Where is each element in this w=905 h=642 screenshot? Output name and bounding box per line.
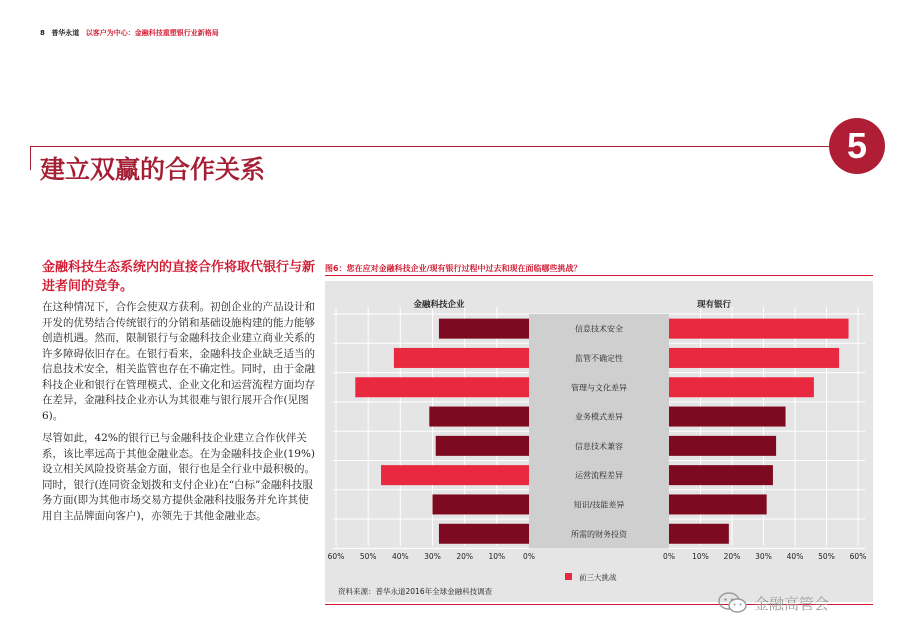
bar-banks-0: [669, 319, 849, 339]
x-tick-label-left: 30%: [424, 552, 441, 561]
bar-fintech-1: [394, 348, 529, 368]
bar-banks-5: [669, 465, 773, 485]
bar-fintech-2: [355, 377, 529, 397]
bar-banks-4: [669, 436, 776, 456]
x-tick-label-right: 20%: [723, 552, 741, 561]
bar-banks-7: [669, 524, 729, 544]
butterfly-bar-chart: [325, 281, 873, 602]
x-tick-label-right: 40%: [786, 552, 804, 561]
category-label: 监管不确定性: [575, 353, 623, 363]
watermark-text: 金融高管会: [754, 594, 830, 613]
x-tick-label-left: 60%: [327, 552, 345, 561]
category-label: 知识/技能差异: [573, 500, 625, 510]
section-subheading: 金融科技生态系统内的直接合作将取代银行与新进者间的竞争。: [42, 260, 316, 294]
legend-label: 前三大挑战: [579, 573, 617, 582]
category-band: [529, 314, 669, 548]
x-tick-label-left: 10%: [488, 552, 506, 561]
bar-fintech-0: [439, 319, 529, 339]
x-tick-label-right: 30%: [755, 552, 772, 561]
category-label: 信息技术兼容: [575, 441, 623, 451]
bar-banks-6: [669, 494, 767, 514]
bar-fintech-7: [439, 524, 529, 544]
series-header-fintech: 金融科技企业: [413, 300, 465, 310]
x-tick-label-right: 10%: [692, 552, 709, 561]
body-paragraph: 在这种情况下，合作会使双方获利。初创企业的产品设计和开发的优势结合传统银行的分销和基础设施构建的能力能够创造机遇。然而，限制银行与金融科技企业建立商业关系的许多障碍依旧存在。在银行看来，金融科技企业缺乏适当的信息技术安全，相关监管也存在不确定性。同时，由于金融科技企业和银行在管理模式、企业文化和运营流程方面均存在差异，金融科技企业亦认为其很难与银行展开合作(见图6)。: [42, 301, 315, 422]
category-label: 业务模式差异: [575, 412, 623, 422]
bar-banks-3: [669, 407, 786, 427]
category-label: 信息技术安全: [575, 324, 623, 334]
publisher-name: 普华永道: [51, 29, 80, 37]
x-tick-label-right: 50%: [818, 552, 835, 561]
body-paragraph: 尽管如此，42%的银行已与金融科技企业建立合作伙伴关系，该比率远高于其他金融业态。在为金融科技企业(19%)设立相关风险投资基金方面，银行也是全行业中最积极的。同时，银行(连同资金划拨和支付企业)在“白标”金融科技服务方面(即为其他市场交易方提供金融科技服务并允许其使用自主品牌面向客户)，亦领先于其他金融业态。: [42, 432, 316, 522]
heading-divider: [30, 146, 850, 147]
x-tick-label-left: 0%: [523, 552, 535, 561]
x-tick-label-right: 0%: [663, 552, 675, 561]
page-number: 8: [40, 29, 45, 37]
bar-banks-1: [669, 348, 839, 368]
x-tick-label-left: 50%: [359, 552, 377, 561]
wechat-icon: [718, 592, 748, 614]
category-label: 管理与文化差异: [571, 383, 627, 393]
heading-divider-tick: [30, 146, 31, 170]
x-tick-label-left: 20%: [456, 552, 474, 561]
bar-fintech-5: [381, 465, 529, 485]
category-label: 运营流程差异: [575, 471, 623, 481]
chapter-number-badge: 5: [829, 118, 885, 174]
x-tick-label-left: 40%: [391, 552, 409, 561]
running-header: [40, 28, 219, 38]
legend-swatch-top3: [565, 573, 572, 580]
x-tick-label-right: 60%: [849, 552, 867, 561]
figure-source: 资料来源：普华永道2016年全球金融科技调查: [338, 587, 493, 596]
bar-fintech-3: [429, 407, 529, 427]
category-label: 所需的财务投资: [571, 529, 627, 539]
bar-banks-2: [669, 377, 814, 397]
watermark: [718, 592, 829, 614]
figure-title: 图6：您在应对金融科技企业/现有银行过程中过去和现在面临哪些挑战？: [325, 264, 582, 273]
bar-fintech-6: [433, 494, 530, 514]
section-title-header: 以客户为中心：金融科技重塑银行业新格局: [85, 29, 219, 37]
series-header-banks: 现有银行: [696, 300, 732, 310]
chapter-title: 建立双赢的合作关系: [40, 155, 266, 184]
figure-top-rule: [325, 275, 873, 276]
bar-fintech-4: [436, 436, 529, 456]
